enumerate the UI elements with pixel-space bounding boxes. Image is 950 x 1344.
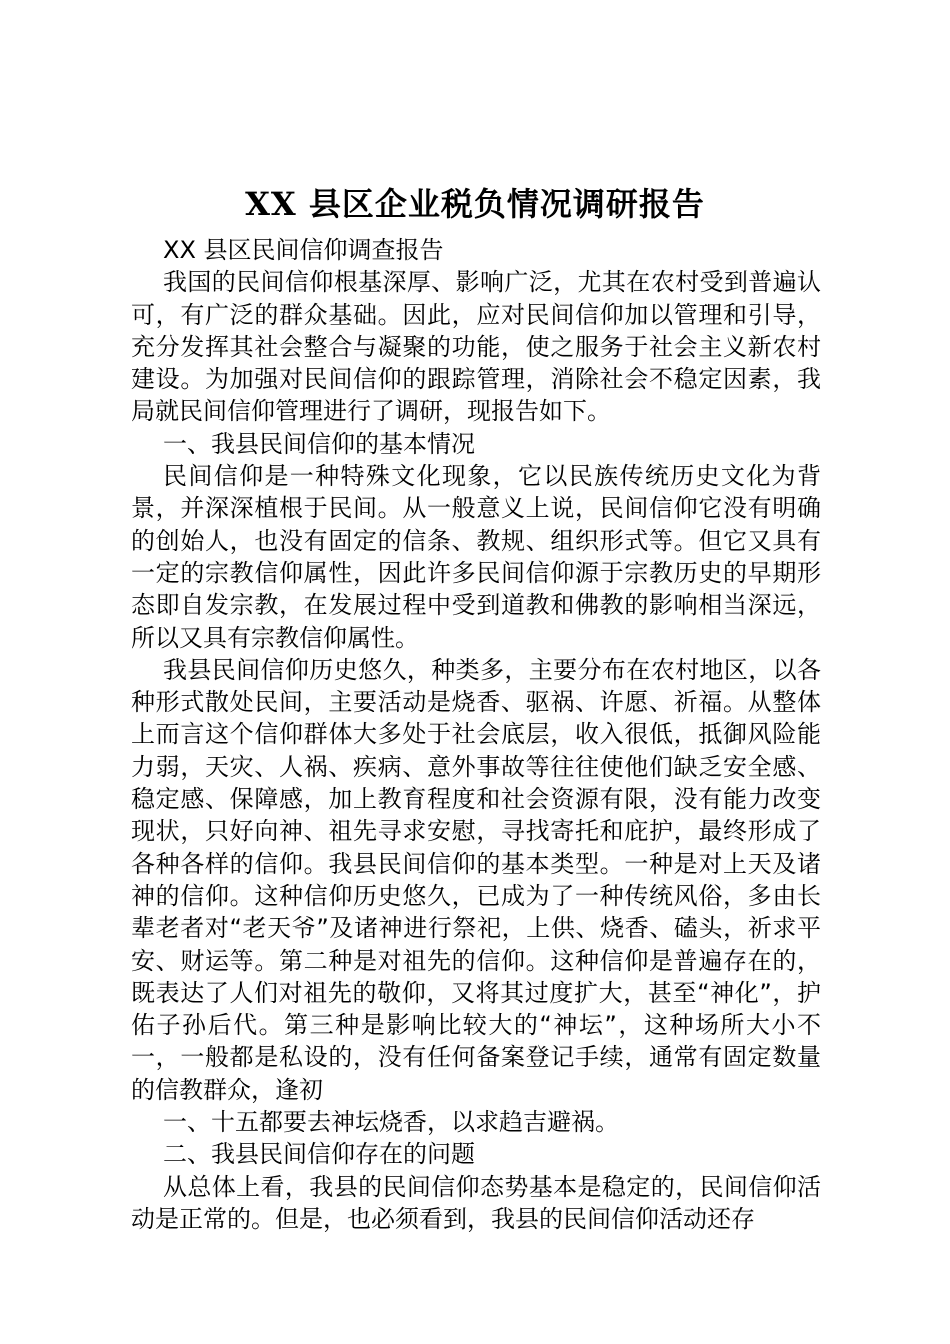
paragraph: 从总体上看，我县的民间信仰态势基本是稳定的，民间信仰活动是正常的。但是，也必须看到，我县的民间信仰活动还存 <box>131 1172 821 1233</box>
paragraph: 一、十五都要去神坛烧香，以求趋吉避祸。 <box>163 1108 619 1137</box>
document-title: XX 县区企业税负情况调研报告 <box>245 185 705 223</box>
subtitle-line: XX 县区民间信仰调查报告 <box>163 236 444 264</box>
paragraph: 我国的民间信仰根基深厚、影响广泛，尤其在农村受到普遍认可，有广泛的群众基础。因此，应对民间信仰加以管理和引导，充分发挥其社会整合与凝聚的功能，使之服务于社会主义新农村建设。为加强对民间信仰的跟踪管理，消除社会不稳定因素，我局就民间信仰管理进行了调研，现报告如下。 <box>131 268 821 426</box>
section-heading: 二、我县民间信仰存在的问题 <box>163 1140 475 1169</box>
document-body <box>131 234 821 1235</box>
paragraph: 民间信仰是一种特殊文化现象，它以民族传统历史文化为背景，并深深植根于民间。从一般意义上说，民间信仰它没有明确的创始人，也没有固定的信条、教规、组织形式等。但它又具有一定的宗教信仰属性，因此许多民间信仰源于宗教历史的早期形态即自发宗教，在发展过程中受到道教和佛教的影响相当深远，所以又具有宗教信仰属性。 <box>131 462 821 652</box>
paragraph: 我县民间信仰历史悠久，种类多，主要分布在农村地区，以各种形式散处民间，主要活动是烧香、驱祸、许愿、祈福。从整体上而言这个信仰群体大多处于社会底层，收入很低，抵御风险能力弱，天灾、人祸、疾病、意外事故等往往使他们缺乏安全感、稳定感、保障感，加上教育程度和社会资源有限，没有能力改变现状，只好向神、祖先寻求安慰，寻找寄托和庇护，最终形成了各种各样的信仰。我县民间信仰的基本类型。一种是对上天及诸神的信仰。这种信仰历史悠久，已成为了一种传统风俗，多由长辈老者对“老天爷”及诸神进行祭祀，上供、烧香、磕头，祈求平安、财运等。第二种是对祖先的信仰。这种信仰是普遍存在的，既表达了人们对祖先的敬仰，又将其过度扩大，甚至“神化”，护佑子孙后代。第三种是影响比较大的“神坛”，这种场所大小不一，一般都是私设的，没有任何备案登记手续，通常有固定数量的信教群众，逢初 <box>131 655 821 1104</box>
section-heading: 一、我县民间信仰的基本情况 <box>163 429 475 458</box>
